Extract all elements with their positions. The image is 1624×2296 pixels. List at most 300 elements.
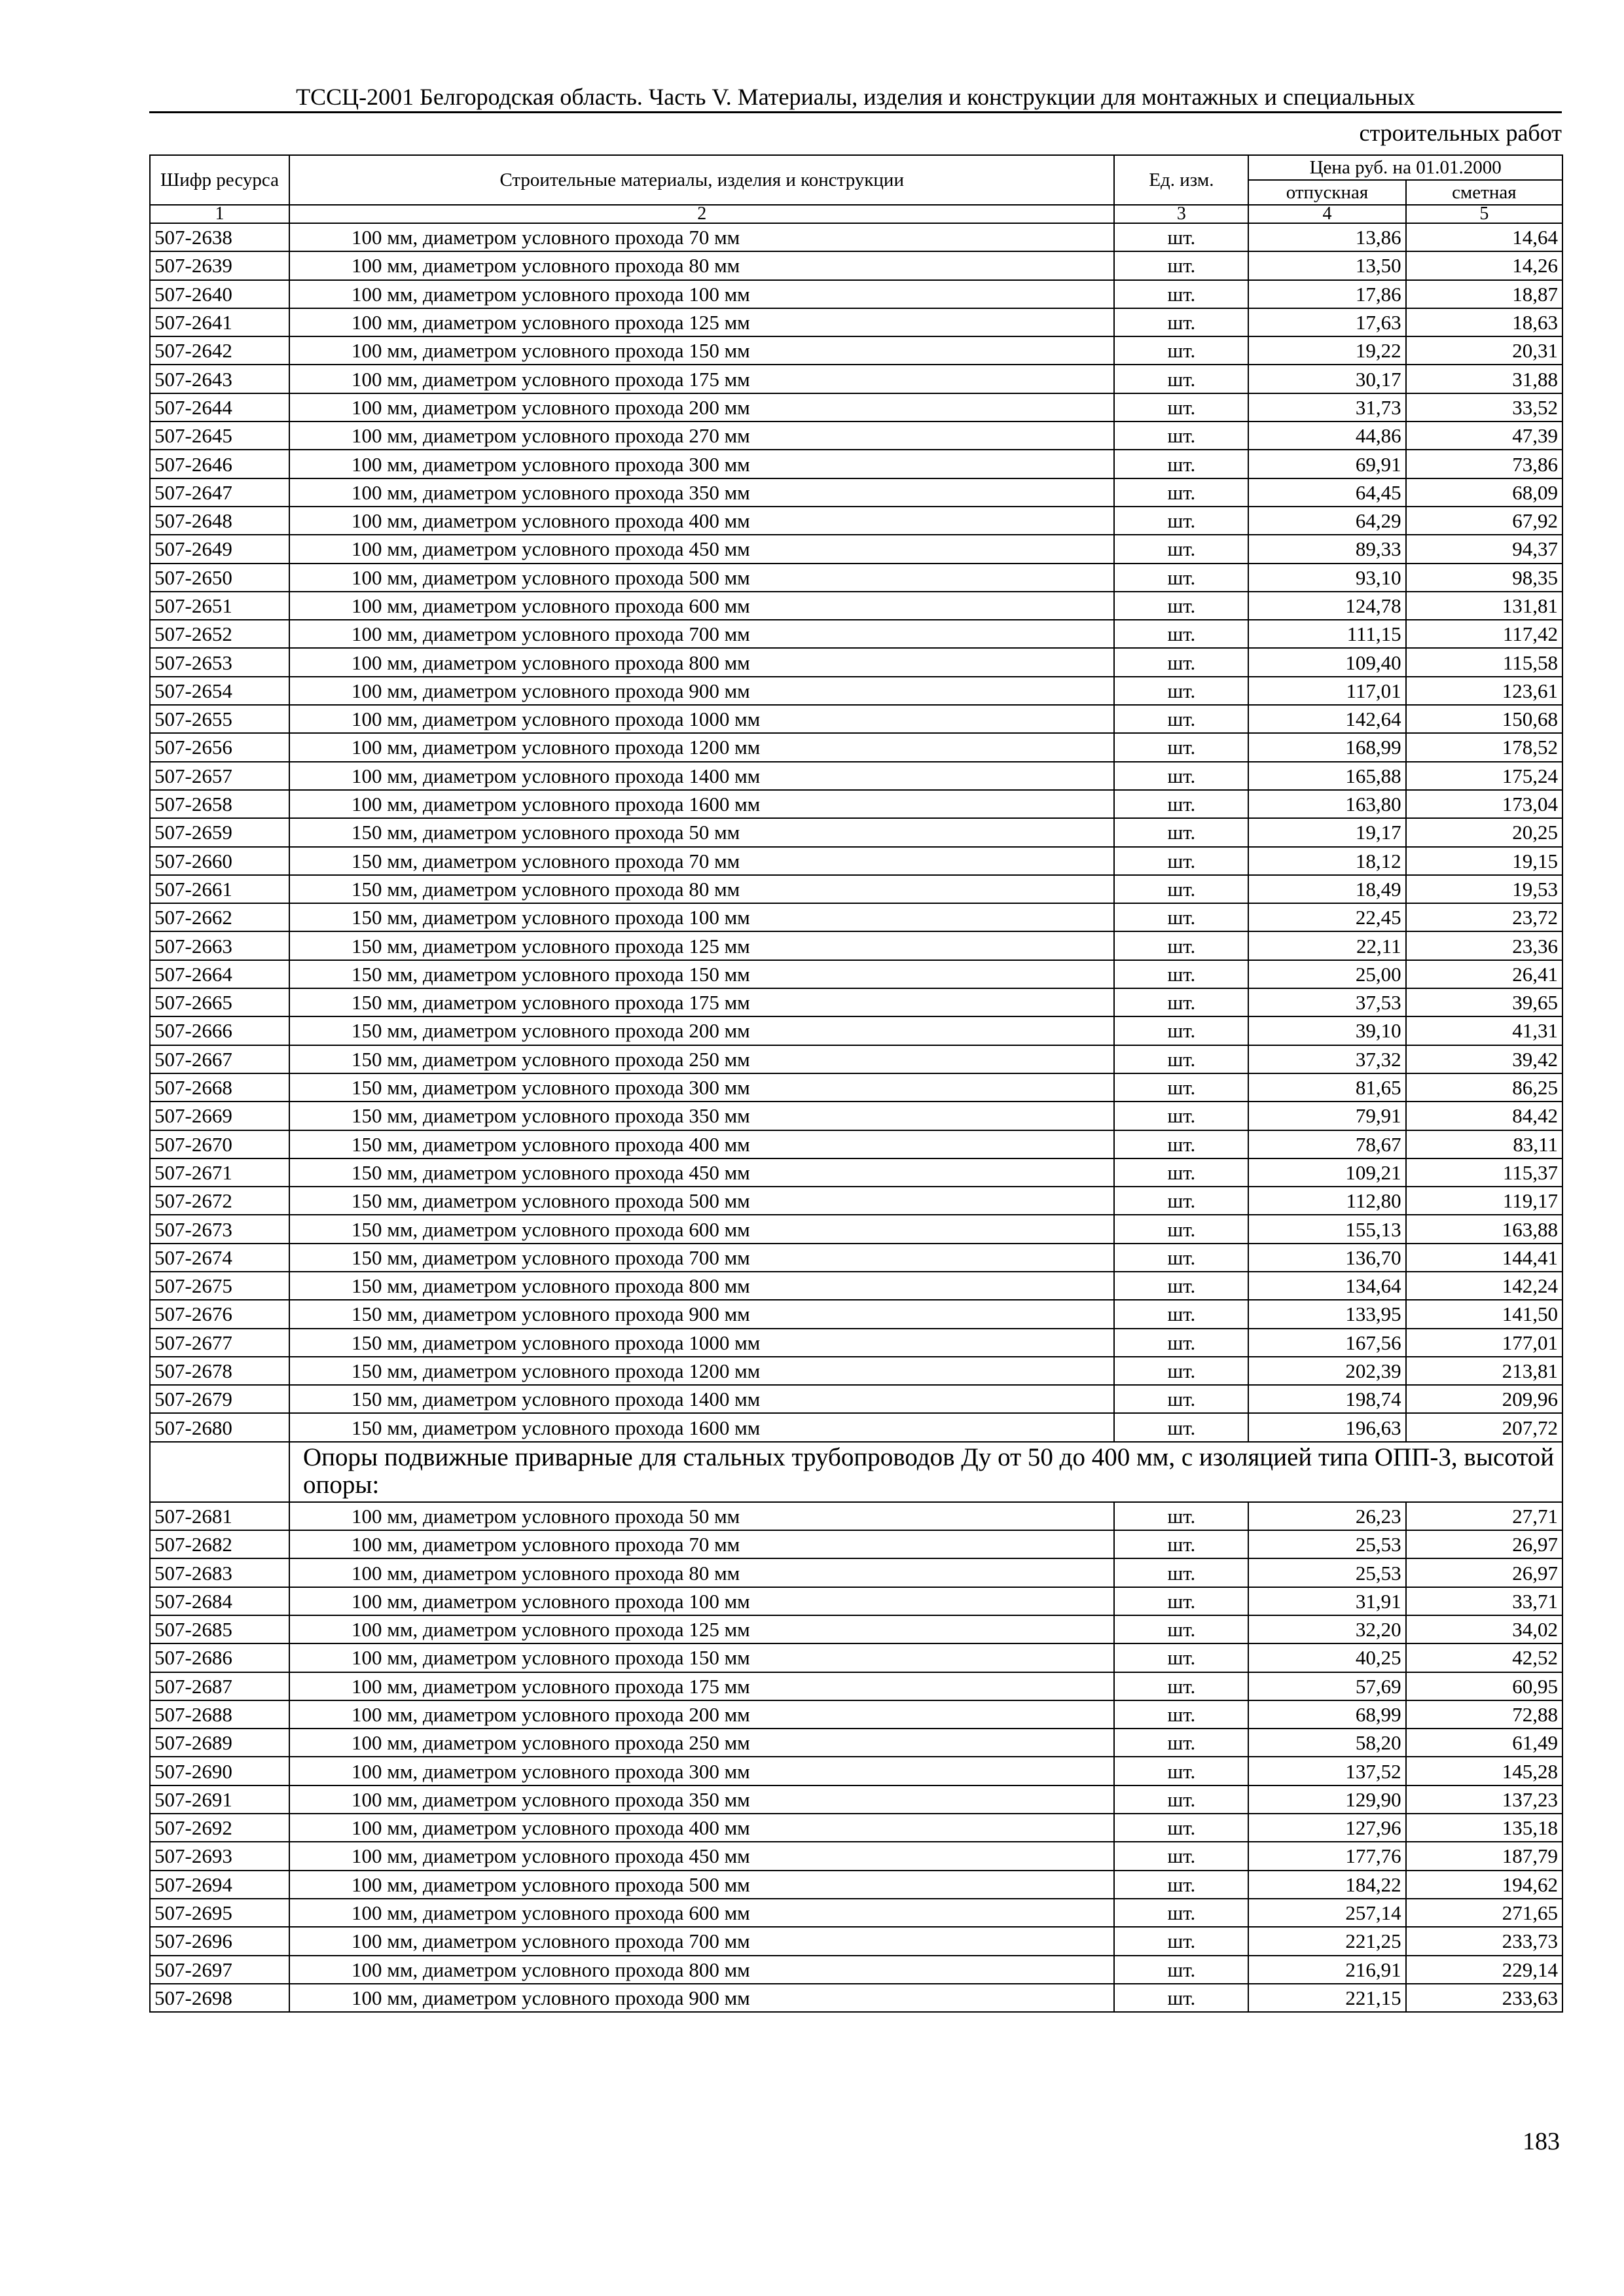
- cell-estimate-price: 194,62: [1406, 1871, 1562, 1899]
- cell-name: 100 мм, диаметром условного прохода 1600 мм: [289, 790, 1115, 818]
- section-code-cell: [150, 1442, 289, 1502]
- cell-name: 100 мм, диаметром условного прохода 800 мм: [289, 1956, 1115, 1984]
- cell-estimate-price: 209,96: [1406, 1385, 1562, 1413]
- table-row: [150, 450, 1562, 478]
- cell-unit: шт.: [1114, 1215, 1248, 1243]
- table-row: [150, 564, 1562, 592]
- col-release-header: отпускная: [1248, 180, 1405, 205]
- cell-release-price: 25,53: [1248, 1530, 1405, 1558]
- cell-estimate-price: 39,42: [1406, 1045, 1562, 1073]
- price-table: [149, 154, 1563, 2013]
- cell-name: 150 мм, диаметром условного прохода 200 мм: [289, 1016, 1115, 1045]
- cell-code: 507-2689: [150, 1729, 289, 1757]
- table-body-b: [150, 1502, 1562, 2012]
- cell-name: 150 мм, диаметром условного прохода 450 мм: [289, 1158, 1115, 1187]
- cell-release-price: 124,78: [1248, 592, 1405, 620]
- cell-unit: шт.: [1114, 1643, 1248, 1672]
- cell-code: 507-2655: [150, 705, 289, 733]
- cell-name: 150 мм, диаметром условного прохода 300 мм: [289, 1073, 1115, 1102]
- cell-code: 507-2678: [150, 1357, 289, 1385]
- cell-estimate-price: 84,42: [1406, 1102, 1562, 1130]
- cell-release-price: 18,49: [1248, 875, 1405, 903]
- cell-estimate-price: 18,87: [1406, 280, 1562, 308]
- cell-release-price: 13,50: [1248, 251, 1405, 279]
- cell-release-price: 168,99: [1248, 733, 1405, 761]
- cell-release-price: 216,91: [1248, 1956, 1405, 1984]
- cell-unit: шт.: [1114, 903, 1248, 931]
- cell-estimate-price: 175,24: [1406, 762, 1562, 790]
- table-row: [150, 1757, 1562, 1785]
- table-row: [150, 1016, 1562, 1045]
- cell-unit: шт.: [1114, 365, 1248, 393]
- cell-unit: шт.: [1114, 450, 1248, 478]
- cell-release-price: 26,23: [1248, 1502, 1405, 1530]
- cell-release-price: 198,74: [1248, 1385, 1405, 1413]
- cell-unit: шт.: [1114, 1187, 1248, 1215]
- cell-code: 507-2693: [150, 1842, 289, 1870]
- cell-code: 507-2649: [150, 535, 289, 563]
- cell-unit: шт.: [1114, 251, 1248, 279]
- cell-name: 100 мм, диаметром условного прохода 1400 мм: [289, 762, 1115, 790]
- cell-release-price: 40,25: [1248, 1643, 1405, 1672]
- cell-code: 507-2642: [150, 336, 289, 365]
- cell-unit: шт.: [1114, 1615, 1248, 1643]
- cell-code: 507-2688: [150, 1700, 289, 1729]
- table-row: [150, 1956, 1562, 1984]
- table-row: [150, 648, 1562, 676]
- cell-name: 150 мм, диаметром условного прохода 400 мм: [289, 1130, 1115, 1158]
- cell-code: 507-2665: [150, 988, 289, 1016]
- cell-release-price: 37,53: [1248, 988, 1405, 1016]
- cell-code: 507-2638: [150, 223, 289, 251]
- cell-name: 100 мм, диаметром условного прохода 500 мм: [289, 564, 1115, 592]
- cell-release-price: 58,20: [1248, 1729, 1405, 1757]
- cell-name: 100 мм, диаметром условного прохода 300 мм: [289, 450, 1115, 478]
- cell-estimate-price: 19,53: [1406, 875, 1562, 903]
- cell-estimate-price: 33,52: [1406, 393, 1562, 422]
- cell-release-price: 79,91: [1248, 1102, 1405, 1130]
- table-row: [150, 223, 1562, 251]
- cell-unit: шт.: [1114, 1899, 1248, 1927]
- cell-unit: шт.: [1114, 988, 1248, 1016]
- cell-unit: шт.: [1114, 1385, 1248, 1413]
- table-row: [150, 931, 1562, 960]
- cell-release-price: 68,99: [1248, 1700, 1405, 1729]
- cell-name: 150 мм, диаметром условного прохода 150 мм: [289, 960, 1115, 988]
- cell-unit: шт.: [1114, 1530, 1248, 1558]
- cell-release-price: 202,39: [1248, 1357, 1405, 1385]
- column-index-row: [150, 205, 1562, 223]
- cell-name: 100 мм, диаметром условного прохода 1000 мм: [289, 705, 1115, 733]
- col-index: 5: [1406, 205, 1562, 223]
- cell-code: 507-2684: [150, 1587, 289, 1615]
- table-row: [150, 733, 1562, 761]
- table-row: [150, 620, 1562, 648]
- cell-code: 507-2686: [150, 1643, 289, 1672]
- cell-estimate-price: 123,61: [1406, 677, 1562, 705]
- cell-code: 507-2691: [150, 1785, 289, 1814]
- cell-code: 507-2672: [150, 1187, 289, 1215]
- cell-estimate-price: 173,04: [1406, 790, 1562, 818]
- cell-estimate-price: 229,14: [1406, 1956, 1562, 1984]
- cell-code: 507-2680: [150, 1413, 289, 1441]
- cell-estimate-price: 26,97: [1406, 1530, 1562, 1558]
- table-row: [150, 393, 1562, 422]
- cell-name: 150 мм, диаметром условного прохода 900 мм: [289, 1300, 1115, 1328]
- cell-unit: шт.: [1114, 1984, 1248, 2012]
- cell-release-price: 177,76: [1248, 1842, 1405, 1870]
- col-unit-header: Ед. изм.: [1114, 155, 1248, 205]
- cell-unit: шт.: [1114, 393, 1248, 422]
- cell-code: 507-2653: [150, 648, 289, 676]
- cell-unit: шт.: [1114, 1102, 1248, 1130]
- cell-code: 507-2651: [150, 592, 289, 620]
- cell-code: 507-2658: [150, 790, 289, 818]
- table-row: [150, 818, 1562, 846]
- cell-release-price: 64,45: [1248, 478, 1405, 507]
- cell-code: 507-2667: [150, 1045, 289, 1073]
- cell-estimate-price: 39,65: [1406, 988, 1562, 1016]
- cell-release-price: 257,14: [1248, 1899, 1405, 1927]
- cell-release-price: 22,11: [1248, 931, 1405, 960]
- cell-unit: шт.: [1114, 790, 1248, 818]
- table-row: [150, 1244, 1562, 1272]
- cell-code: 507-2648: [150, 507, 289, 535]
- cell-release-price: 25,53: [1248, 1558, 1405, 1587]
- cell-estimate-price: 115,37: [1406, 1158, 1562, 1187]
- cell-code: 507-2646: [150, 450, 289, 478]
- cell-code: 507-2694: [150, 1871, 289, 1899]
- cell-release-price: 17,63: [1248, 308, 1405, 336]
- cell-estimate-price: 94,37: [1406, 535, 1562, 563]
- cell-estimate-price: 23,72: [1406, 903, 1562, 931]
- cell-estimate-price: 86,25: [1406, 1073, 1562, 1102]
- cell-estimate-price: 33,71: [1406, 1587, 1562, 1615]
- cell-code: 507-2660: [150, 847, 289, 875]
- table-row: [150, 365, 1562, 393]
- cell-unit: шт.: [1114, 648, 1248, 676]
- cell-release-price: 30,17: [1248, 365, 1405, 393]
- cell-code: 507-2685: [150, 1615, 289, 1643]
- cell-unit: шт.: [1114, 1357, 1248, 1385]
- cell-code: 507-2643: [150, 365, 289, 393]
- cell-estimate-price: 117,42: [1406, 620, 1562, 648]
- cell-release-price: 18,12: [1248, 847, 1405, 875]
- table-row: [150, 1984, 1562, 2012]
- cell-release-price: 134,64: [1248, 1272, 1405, 1300]
- cell-code: 507-2657: [150, 762, 289, 790]
- cell-name: 150 мм, диаметром условного прохода 800 мм: [289, 1272, 1115, 1300]
- cell-code: 507-2690: [150, 1757, 289, 1785]
- cell-unit: шт.: [1114, 1558, 1248, 1587]
- table-row: [150, 308, 1562, 336]
- cell-name: 100 мм, диаметром условного прохода 1200 мм: [289, 733, 1115, 761]
- cell-name: 150 мм, диаметром условного прохода 600 мм: [289, 1215, 1115, 1243]
- cell-name: 150 мм, диаметром условного прохода 70 мм: [289, 847, 1115, 875]
- table-row: [150, 1073, 1562, 1102]
- table-row: [150, 790, 1562, 818]
- table-row: [150, 875, 1562, 903]
- cell-unit: шт.: [1114, 847, 1248, 875]
- section-title: Опоры подвижные приварные для стальных трубопроводов Ду от 50 до 400 мм, с изоляцией типа ОПП-3, высотой опоры:: [289, 1442, 1562, 1502]
- cell-estimate-price: 26,97: [1406, 1558, 1562, 1587]
- cell-code: 507-2675: [150, 1272, 289, 1300]
- cell-name: 100 мм, диаметром условного прохода 70 мм: [289, 1530, 1115, 1558]
- table-row: [150, 1785, 1562, 1814]
- cell-estimate-price: 98,35: [1406, 564, 1562, 592]
- table-row: [150, 1899, 1562, 1927]
- cell-name: 150 мм, диаметром условного прохода 50 мм: [289, 818, 1115, 846]
- cell-release-price: 155,13: [1248, 1215, 1405, 1243]
- cell-name: 100 мм, диаметром условного прохода 125 мм: [289, 1615, 1115, 1643]
- table-row: [150, 251, 1562, 279]
- cell-name: 100 мм, диаметром условного прохода 500 мм: [289, 1871, 1115, 1899]
- cell-name: 100 мм, диаметром условного прохода 350 мм: [289, 478, 1115, 507]
- table-row: [150, 1700, 1562, 1729]
- table-row: [150, 1357, 1562, 1385]
- header-title-line2: строительных работ: [1359, 120, 1562, 146]
- cell-code: 507-2656: [150, 733, 289, 761]
- table-row: [150, 422, 1562, 450]
- table-row: [150, 535, 1562, 563]
- cell-estimate-price: 41,31: [1406, 1016, 1562, 1045]
- cell-release-price: 167,56: [1248, 1329, 1405, 1357]
- cell-name: 150 мм, диаметром условного прохода 250 мм: [289, 1045, 1115, 1073]
- cell-code: 507-2647: [150, 478, 289, 507]
- cell-unit: шт.: [1114, 1329, 1248, 1357]
- cell-release-price: 133,95: [1248, 1300, 1405, 1328]
- cell-code: 507-2687: [150, 1672, 289, 1700]
- cell-name: 100 мм, диаметром условного прохода 200 мм: [289, 1700, 1115, 1729]
- cell-unit: шт.: [1114, 818, 1248, 846]
- cell-release-price: 112,80: [1248, 1187, 1405, 1215]
- cell-release-price: 17,86: [1248, 280, 1405, 308]
- cell-name: 150 мм, диаметром условного прохода 700 мм: [289, 1244, 1115, 1272]
- cell-estimate-price: 34,02: [1406, 1615, 1562, 1643]
- table-row: [150, 1530, 1562, 1558]
- cell-release-price: 19,17: [1248, 818, 1405, 846]
- cell-release-price: 25,00: [1248, 960, 1405, 988]
- cell-unit: шт.: [1114, 1244, 1248, 1272]
- cell-name: 100 мм, диаметром условного прохода 80 мм: [289, 251, 1115, 279]
- cell-unit: шт.: [1114, 1956, 1248, 1984]
- cell-code: 507-2696: [150, 1927, 289, 1955]
- cell-release-price: 37,32: [1248, 1045, 1405, 1073]
- cell-release-price: 221,25: [1248, 1927, 1405, 1955]
- cell-unit: шт.: [1114, 564, 1248, 592]
- table-row: [150, 1385, 1562, 1413]
- cell-code: 507-2639: [150, 251, 289, 279]
- cell-name: 100 мм, диаметром условного прохода 700 мм: [289, 1927, 1115, 1955]
- col-index: 4: [1248, 205, 1405, 223]
- cell-release-price: 221,15: [1248, 1984, 1405, 2012]
- table-header: [150, 155, 1562, 223]
- cell-release-price: 129,90: [1248, 1785, 1405, 1814]
- cell-estimate-price: 163,88: [1406, 1215, 1562, 1243]
- cell-code: 507-2681: [150, 1502, 289, 1530]
- cell-release-price: 184,22: [1248, 1871, 1405, 1899]
- cell-estimate-price: 135,18: [1406, 1814, 1562, 1842]
- table-row: [150, 1130, 1562, 1158]
- cell-unit: шт.: [1114, 1729, 1248, 1757]
- cell-unit: шт.: [1114, 1672, 1248, 1700]
- cell-name: 100 мм, диаметром условного прохода 175 мм: [289, 365, 1115, 393]
- cell-unit: шт.: [1114, 507, 1248, 535]
- cell-unit: шт.: [1114, 1413, 1248, 1441]
- table-row: [150, 762, 1562, 790]
- cell-name: 100 мм, диаметром условного прохода 270 мм: [289, 422, 1115, 450]
- cell-estimate-price: 141,50: [1406, 1300, 1562, 1328]
- table-row: [150, 1187, 1562, 1215]
- cell-name: 150 мм, диаметром условного прохода 1200 мм: [289, 1357, 1115, 1385]
- table-row: [150, 847, 1562, 875]
- cell-release-price: 136,70: [1248, 1244, 1405, 1272]
- cell-release-price: 13,86: [1248, 223, 1405, 251]
- cell-release-price: 142,64: [1248, 705, 1405, 733]
- cell-name: 150 мм, диаметром условного прохода 80 мм: [289, 875, 1115, 903]
- cell-name: 100 мм, диаметром условного прохода 100 мм: [289, 1587, 1115, 1615]
- cell-unit: шт.: [1114, 1587, 1248, 1615]
- cell-name: 150 мм, диаметром условного прохода 350 мм: [289, 1102, 1115, 1130]
- cell-code: 507-2676: [150, 1300, 289, 1328]
- cell-estimate-price: 19,15: [1406, 847, 1562, 875]
- cell-name: 100 мм, диаметром условного прохода 125 мм: [289, 308, 1115, 336]
- table-row: [150, 1729, 1562, 1757]
- cell-release-price: 19,22: [1248, 336, 1405, 365]
- cell-release-price: 89,33: [1248, 535, 1405, 563]
- cell-name: 100 мм, диаметром условного прохода 250 мм: [289, 1729, 1115, 1757]
- cell-name: 150 мм, диаметром условного прохода 175 мм: [289, 988, 1115, 1016]
- cell-code: 507-2666: [150, 1016, 289, 1045]
- table-row: [150, 478, 1562, 507]
- cell-estimate-price: 47,39: [1406, 422, 1562, 450]
- cell-release-price: 117,01: [1248, 677, 1405, 705]
- table-row: [150, 1045, 1562, 1073]
- table-row: [150, 1927, 1562, 1955]
- cell-estimate-price: 137,23: [1406, 1785, 1562, 1814]
- cell-code: 507-2650: [150, 564, 289, 592]
- col-index: 3: [1114, 205, 1248, 223]
- cell-unit: шт.: [1114, 1814, 1248, 1842]
- cell-unit: шт.: [1114, 677, 1248, 705]
- cell-estimate-price: 271,65: [1406, 1899, 1562, 1927]
- cell-estimate-price: 213,81: [1406, 1357, 1562, 1385]
- table-row: [150, 1300, 1562, 1328]
- cell-name: 150 мм, диаметром условного прохода 100 мм: [289, 903, 1115, 931]
- cell-estimate-price: 144,41: [1406, 1244, 1562, 1272]
- cell-estimate-price: 61,49: [1406, 1729, 1562, 1757]
- table-row: [150, 705, 1562, 733]
- cell-name: 100 мм, диаметром условного прохода 300 мм: [289, 1757, 1115, 1785]
- cell-name: 100 мм, диаметром условного прохода 100 мм: [289, 280, 1115, 308]
- cell-code: 507-2661: [150, 875, 289, 903]
- cell-unit: шт.: [1114, 1130, 1248, 1158]
- cell-unit: шт.: [1114, 620, 1248, 648]
- cell-name: 100 мм, диаметром условного прохода 600 мм: [289, 1899, 1115, 1927]
- table-row: [150, 677, 1562, 705]
- cell-name: 100 мм, диаметром условного прохода 400 мм: [289, 507, 1115, 535]
- cell-estimate-price: 131,81: [1406, 592, 1562, 620]
- cell-code: 507-2662: [150, 903, 289, 931]
- table-row: [150, 1672, 1562, 1700]
- cell-code: 507-2644: [150, 393, 289, 422]
- cell-estimate-price: 20,31: [1406, 336, 1562, 365]
- table-row: [150, 903, 1562, 931]
- cell-name: 100 мм, диаметром условного прохода 900 мм: [289, 1984, 1115, 2012]
- cell-code: 507-2654: [150, 677, 289, 705]
- cell-code: 507-2695: [150, 1899, 289, 1927]
- cell-name: 100 мм, диаметром условного прохода 150 мм: [289, 336, 1115, 365]
- cell-unit: шт.: [1114, 592, 1248, 620]
- cell-estimate-price: 67,92: [1406, 507, 1562, 535]
- cell-name: 100 мм, диаметром условного прохода 80 мм: [289, 1558, 1115, 1587]
- col-index: 1: [150, 205, 289, 223]
- cell-code: 507-2682: [150, 1530, 289, 1558]
- page-header: [149, 82, 1562, 113]
- cell-code: 507-2641: [150, 308, 289, 336]
- cell-unit: шт.: [1114, 280, 1248, 308]
- table-row: [150, 592, 1562, 620]
- cell-estimate-price: 60,95: [1406, 1672, 1562, 1700]
- table-row: [150, 1643, 1562, 1672]
- cell-name: 100 мм, диаметром условного прохода 900 мм: [289, 677, 1115, 705]
- cell-estimate-price: 42,52: [1406, 1643, 1562, 1672]
- cell-estimate-price: 14,26: [1406, 251, 1562, 279]
- cell-unit: шт.: [1114, 336, 1248, 365]
- cell-unit: шт.: [1114, 1300, 1248, 1328]
- cell-name: 150 мм, диаметром условного прохода 500 мм: [289, 1187, 1115, 1215]
- table-body-a: [150, 223, 1562, 1442]
- cell-estimate-price: 27,71: [1406, 1502, 1562, 1530]
- cell-code: 507-2671: [150, 1158, 289, 1187]
- cell-code: 507-2663: [150, 931, 289, 960]
- cell-unit: шт.: [1114, 875, 1248, 903]
- table-row: [150, 1413, 1562, 1441]
- cell-code: 507-2698: [150, 1984, 289, 2012]
- cell-estimate-price: 14,64: [1406, 223, 1562, 251]
- cell-name: 100 мм, диаметром условного прохода 200 мм: [289, 393, 1115, 422]
- cell-estimate-price: 23,36: [1406, 931, 1562, 960]
- cell-estimate-price: 72,88: [1406, 1700, 1562, 1729]
- cell-unit: шт.: [1114, 960, 1248, 988]
- cell-release-price: 64,29: [1248, 507, 1405, 535]
- cell-release-price: 78,67: [1248, 1130, 1405, 1158]
- table-row: [150, 1871, 1562, 1899]
- table-row: [150, 1215, 1562, 1243]
- cell-name: 100 мм, диаметром условного прохода 450 мм: [289, 1842, 1115, 1870]
- cell-release-price: 109,21: [1248, 1158, 1405, 1187]
- cell-name: 150 мм, диаметром условного прохода 1000 мм: [289, 1329, 1115, 1357]
- cell-release-price: 196,63: [1248, 1413, 1405, 1441]
- table-row: [150, 280, 1562, 308]
- table-row: [150, 1502, 1562, 1530]
- cell-code: 507-2659: [150, 818, 289, 846]
- cell-code: 507-2668: [150, 1073, 289, 1102]
- cell-code: 507-2674: [150, 1244, 289, 1272]
- cell-name: 100 мм, диаметром условного прохода 350 мм: [289, 1785, 1115, 1814]
- cell-unit: шт.: [1114, 1045, 1248, 1073]
- cell-estimate-price: 150,68: [1406, 705, 1562, 733]
- cell-release-price: 44,86: [1248, 422, 1405, 450]
- cell-code: 507-2669: [150, 1102, 289, 1130]
- cell-unit: шт.: [1114, 1757, 1248, 1785]
- cell-name: 150 мм, диаметром условного прохода 125 мм: [289, 931, 1115, 960]
- cell-code: 507-2679: [150, 1385, 289, 1413]
- cell-unit: шт.: [1114, 535, 1248, 563]
- cell-name: 100 мм, диаметром условного прохода 800 мм: [289, 648, 1115, 676]
- cell-estimate-price: 207,72: [1406, 1413, 1562, 1441]
- cell-code: 507-2640: [150, 280, 289, 308]
